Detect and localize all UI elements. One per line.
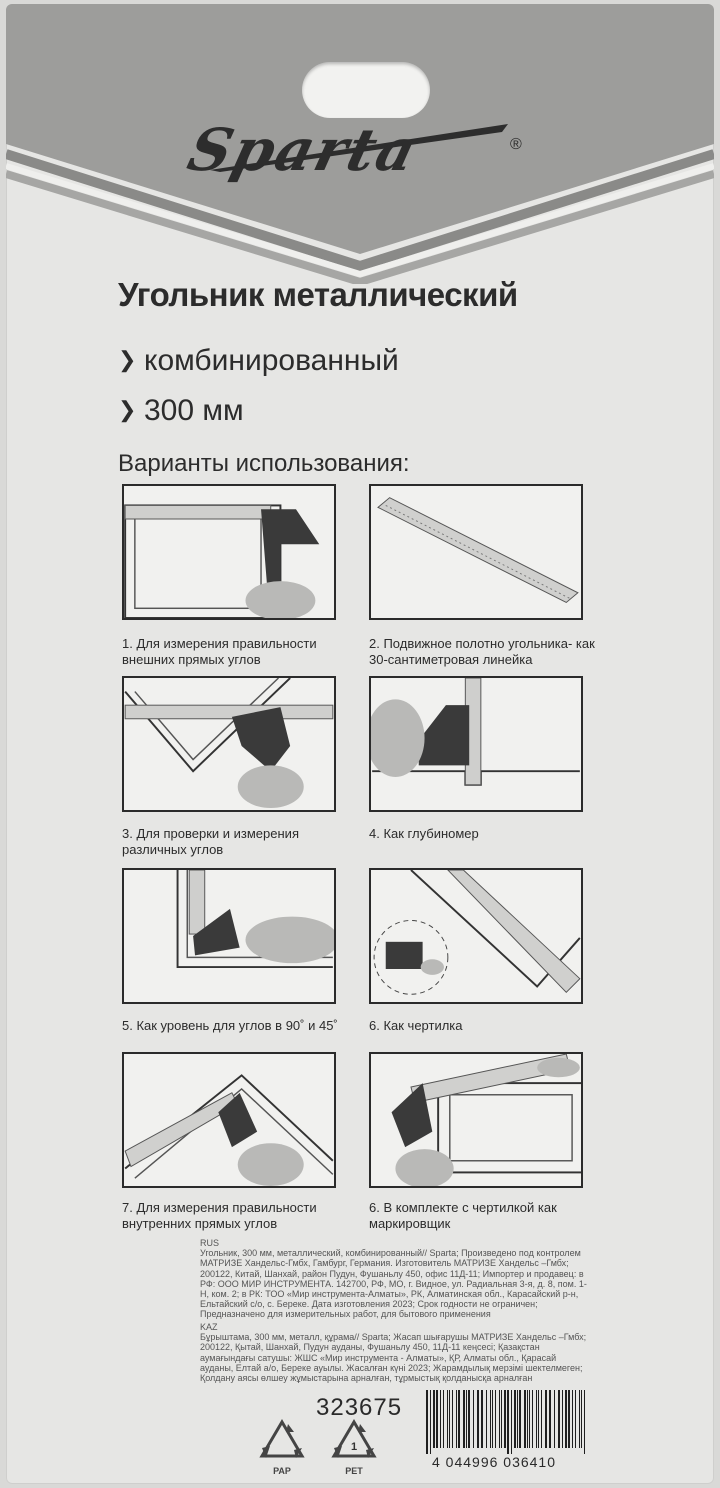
usage-caption-7: 7. Для измерения правильности внутренних прямых углов — [122, 1200, 317, 1231]
legal-rus — [200, 1238, 590, 1320]
legal-kaz — [200, 1322, 590, 1383]
usage-caption-8: 6. В комплекте с чертилкой как маркировщик — [369, 1200, 557, 1231]
usage-illustration-4 — [369, 676, 583, 812]
usage-caption-5: 5. Как уровень для углов в 90˚ и 45˚ — [122, 1018, 338, 1033]
usage-caption-2: 2. Подвижное полотно угольника- как 30-сантиметровая линейка — [369, 636, 595, 667]
usage-illustration-2 — [369, 484, 583, 620]
bullet-text: 300 мм — [144, 394, 244, 427]
usage-illustration-7 — [122, 1052, 336, 1188]
legal-kaz-text: Бұрыштама, 300 мм, металл, құрама// Sparta; Жасап шығарушы МАТРИЗЕ Хандельс –Гмбх; 200122, Қытай, Шанхай, Пудун ауданы, Фушаньлу 450, 11Д-11 кеңсесі; Қазақстан аумағындағы сатушы: ЖШС «Мир инструмента - Алматы», ҚР, Алматы обл., Қарасай ауданы, Елтай а/о, Береке ауылы. Жасалған күні 2023; Жарамдылық мерзімі шектелмеген; Қолдану аясы өлшеу жұмыстарына арналған, тұрмыстық қолданысқа арналған — [200, 1332, 587, 1384]
usage-illustration-1 — [122, 484, 336, 620]
product-title: Угольник металлический — [118, 276, 518, 313]
barcode-graphic — [424, 1390, 592, 1454]
usage-caption-3: 3. Для проверки и измерения различных углов — [122, 826, 299, 857]
chevron-right-icon: ❯ — [118, 347, 137, 372]
legal-kaz-label: KAZ — [200, 1322, 218, 1332]
sparta-logo — [181, 110, 530, 190]
logo-wordmark: Sparta — [181, 116, 426, 184]
bullet-text: комбинированный — [144, 344, 399, 377]
usage-illustration-6 — [369, 868, 583, 1004]
recycle-label: PET — [345, 1466, 363, 1476]
usage-caption-6: 6. Как чертилка — [369, 1018, 463, 1033]
recycle-pet — [330, 1418, 378, 1476]
legal-rus-text: Угольник, 300 мм, металлический, комбинированный// Sparta; Произведено под контролем МАТРИЗЕ Хандельс-Гмбх, Гамбург, Германия. Изготовитель МАТРИЗЕ Хандельс –Гмбх; 200122, Китай, Шанхай, район Пудун, Фушаньлу 450, офис 11Д-11; Импортер и продавец: в РФ: ООО МИР ИНСТРУМЕНТА. 142700, РФ, МО, г. Видное, ул. Радиальная 3-я, д. 8, пом. 1-Н, ком. 2; в РК: ТОО «Мир инструмента-Алматы», РК, Алматинская обл., Карасайский р-н, Ельтайский с/о, с. Береке. Дата изготовления 2023; Срок годности не ограничен; Предназначено для измерительных работ, для бытового применения — [200, 1248, 587, 1320]
chevron-right-icon: ❯ — [118, 397, 137, 422]
usage-heading: Варианты использования: — [118, 450, 410, 477]
usage-illustration-8 — [369, 1052, 583, 1188]
recycle-icon — [330, 1418, 378, 1462]
legal-rus-label: RUS — [200, 1238, 220, 1248]
usage-illustration-5 — [122, 868, 336, 1004]
article-number: 323675 — [316, 1394, 403, 1421]
barcode-number: 4 044996 036410 — [432, 1454, 556, 1470]
usage-caption-4: 4. Как глубиномер — [369, 826, 479, 841]
recycle-pap — [258, 1418, 306, 1476]
feature-bullet — [118, 344, 399, 378]
feature-bullet — [118, 394, 244, 428]
recycle-icon — [258, 1418, 306, 1462]
svg-text:1: 1 — [350, 1441, 358, 1453]
usage-caption-1: 1. Для измерения правильности внешних прямых углов — [122, 636, 317, 667]
usage-illustration-3 — [122, 676, 336, 812]
registered-mark: ® — [510, 136, 522, 153]
recycle-label: PAP — [273, 1466, 291, 1476]
